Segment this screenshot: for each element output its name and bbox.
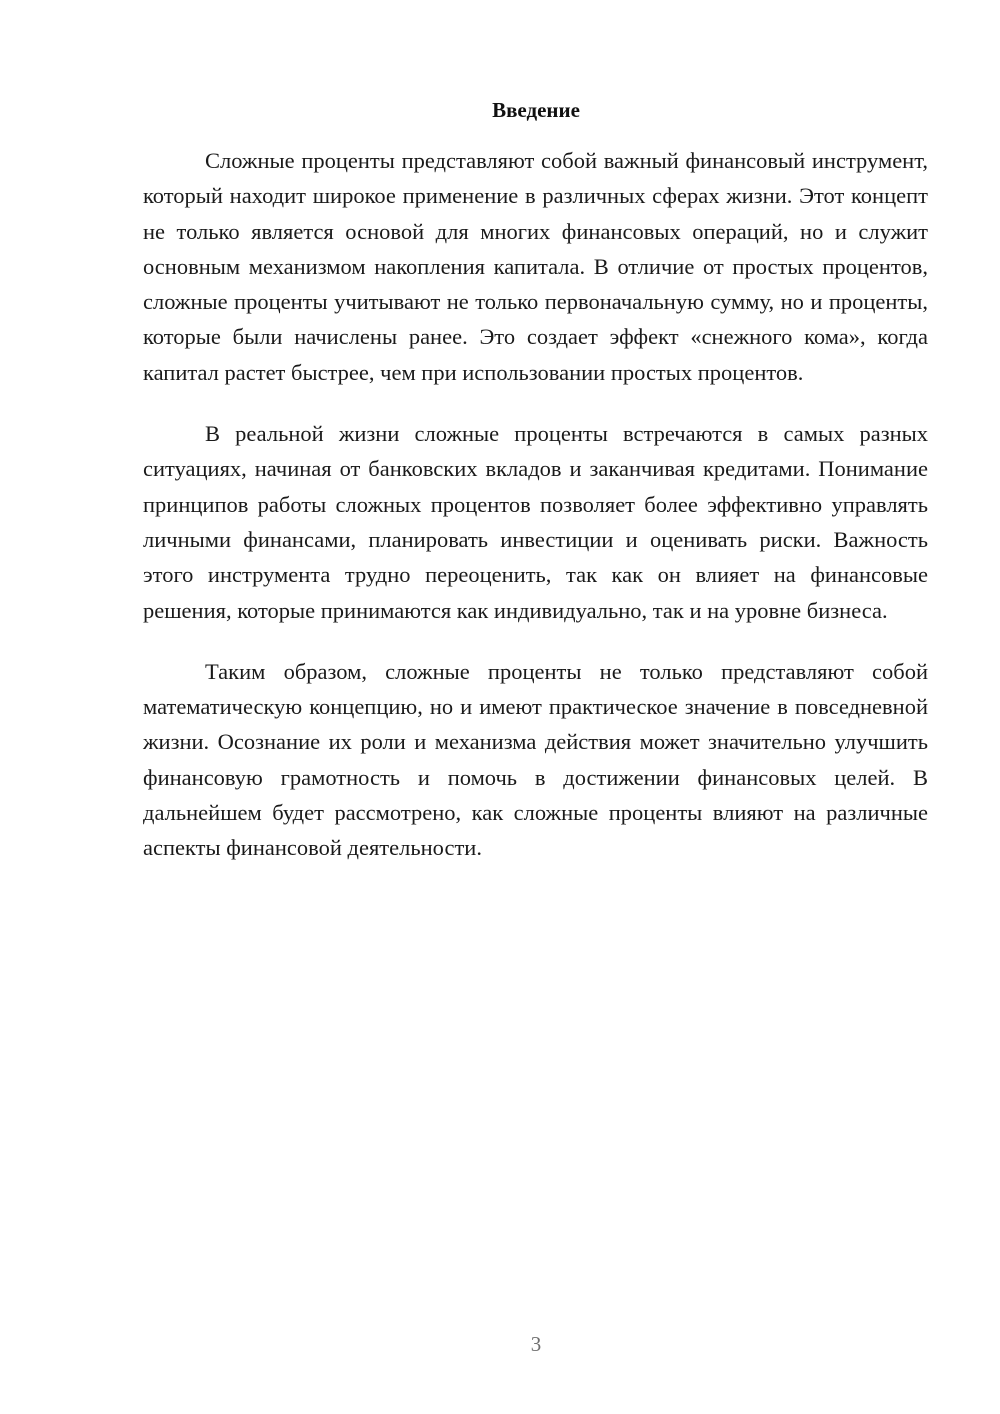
paragraph-1: Сложные проценты представляют собой важный финансовый инструмент, который находит широкое применение в различных сферах жизни. Этот концепт не только является основой для многих финансовых операций, но и служит основным механизмом накопления капитала. В отличие от простых процентов, сложные проценты учитывают не только первоначальную сумму, но и проценты, которые были начислены ранее. Это создает эффект «снежного кома», когда капитал растет быстрее, чем при использовании простых процентов.	[143, 148, 928, 385]
section-heading: Введение	[492, 98, 580, 122]
body-text	[143, 143, 928, 892]
paragraph-2: В реальной жизни сложные проценты встречаются в самых разных ситуациях, начиная от банковских вкладов и заканчивая кредитами. Понимание принципов работы сложных процентов позволяет более эффективно управлять личными финансами, планировать инвестиции и оценивать риски. Важность этого инструмента трудно переоценить, так как он влияет на финансовые решения, которые принимаются как индивидуально, так и на уровне бизнеса.	[143, 421, 928, 623]
paragraph-3: Таким образом, сложные проценты не только представляют собой математическую концепцию, но и имеют практическое значение в повседневной жизни. Осознание их роли и механизма действия может значительно улучшить финансовую грамотность и помочь в достижении финансовых целей. В дальнейшем будет рассмотрено, как сложные проценты влияют на различные аспекты финансовой деятельности.	[143, 658, 928, 861]
page-number: 3	[530, 1332, 542, 1356]
